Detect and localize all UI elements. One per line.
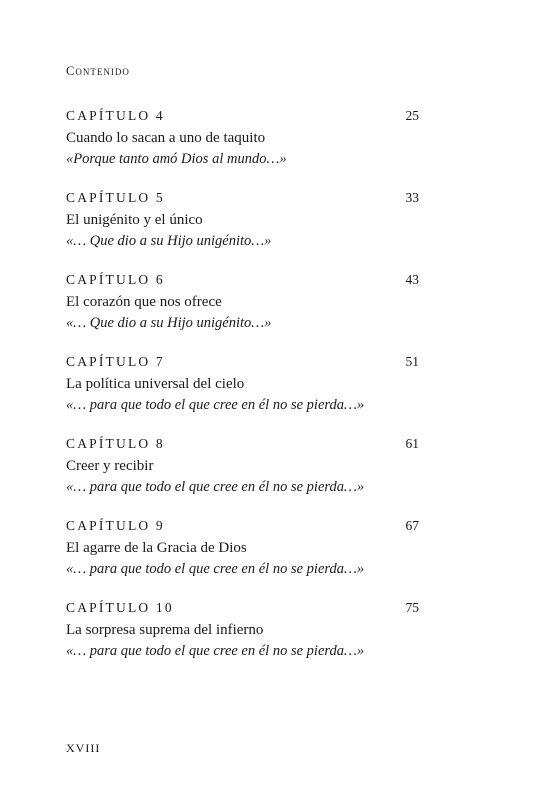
toc-entry-chapter-8	[66, 434, 419, 516]
toc-entry-chapter-4	[66, 106, 419, 188]
page-number: 43	[405, 272, 419, 287]
chapter-label: CAPÍTULO 7	[66, 354, 165, 369]
toc-entry-chapter-10	[66, 598, 419, 680]
page-number: 75	[405, 600, 419, 615]
chapter-epigraph: «Porque tanto amó Dios al mundo…»	[66, 151, 287, 167]
chapter-epigraph: «… Que dio a su Hijo unigénito…»	[66, 233, 272, 249]
chapter-label: CAPÍTULO 10	[66, 600, 174, 615]
chapter-title: El corazón que nos ofrece	[66, 294, 222, 310]
chapter-title: La sorpresa suprema del infierno	[66, 622, 264, 638]
page-number: 51	[405, 354, 419, 369]
chapter-label: CAPÍTULO 6	[66, 272, 165, 287]
table-of-contents	[66, 106, 419, 680]
chapter-epigraph: «… para que todo el que cree en él no se pierda…»	[66, 561, 365, 577]
chapter-title: Creer y recibir	[66, 458, 154, 474]
chapter-label: CAPÍTULO 9	[66, 518, 165, 533]
chapter-title: El unigénito y el único	[66, 212, 203, 228]
chapter-epigraph: «… para que todo el que cree en él no se pierda…»	[66, 479, 365, 495]
page-folio: XVIII	[66, 741, 101, 755]
page-number: 67	[405, 518, 419, 533]
chapter-epigraph: «… Que dio a su Hijo unigénito…»	[66, 315, 272, 331]
page-number: 33	[405, 190, 419, 205]
chapter-label: CAPÍTULO 5	[66, 190, 165, 205]
page-number: 61	[405, 436, 419, 451]
chapter-epigraph: «… para que todo el que cree en él no se pierda…»	[66, 397, 365, 413]
page-number: 25	[405, 108, 419, 123]
toc-entry-chapter-9	[66, 516, 419, 598]
chapter-title: El agarre de la Gracia de Dios	[66, 540, 247, 556]
toc-entry-chapter-5	[66, 188, 419, 270]
chapter-epigraph: «… para que todo el que cree en él no se pierda…»	[66, 643, 365, 659]
chapter-label: CAPÍTULO 4	[66, 108, 165, 123]
chapter-title: La política universal del cielo	[66, 376, 245, 392]
running-head: Contenido	[66, 64, 130, 78]
toc-entry-chapter-7	[66, 352, 419, 434]
chapter-label: CAPÍTULO 8	[66, 436, 165, 451]
chapter-title: Cuando lo sacan a uno de taquito	[66, 130, 266, 146]
toc-entry-chapter-6	[66, 270, 419, 352]
